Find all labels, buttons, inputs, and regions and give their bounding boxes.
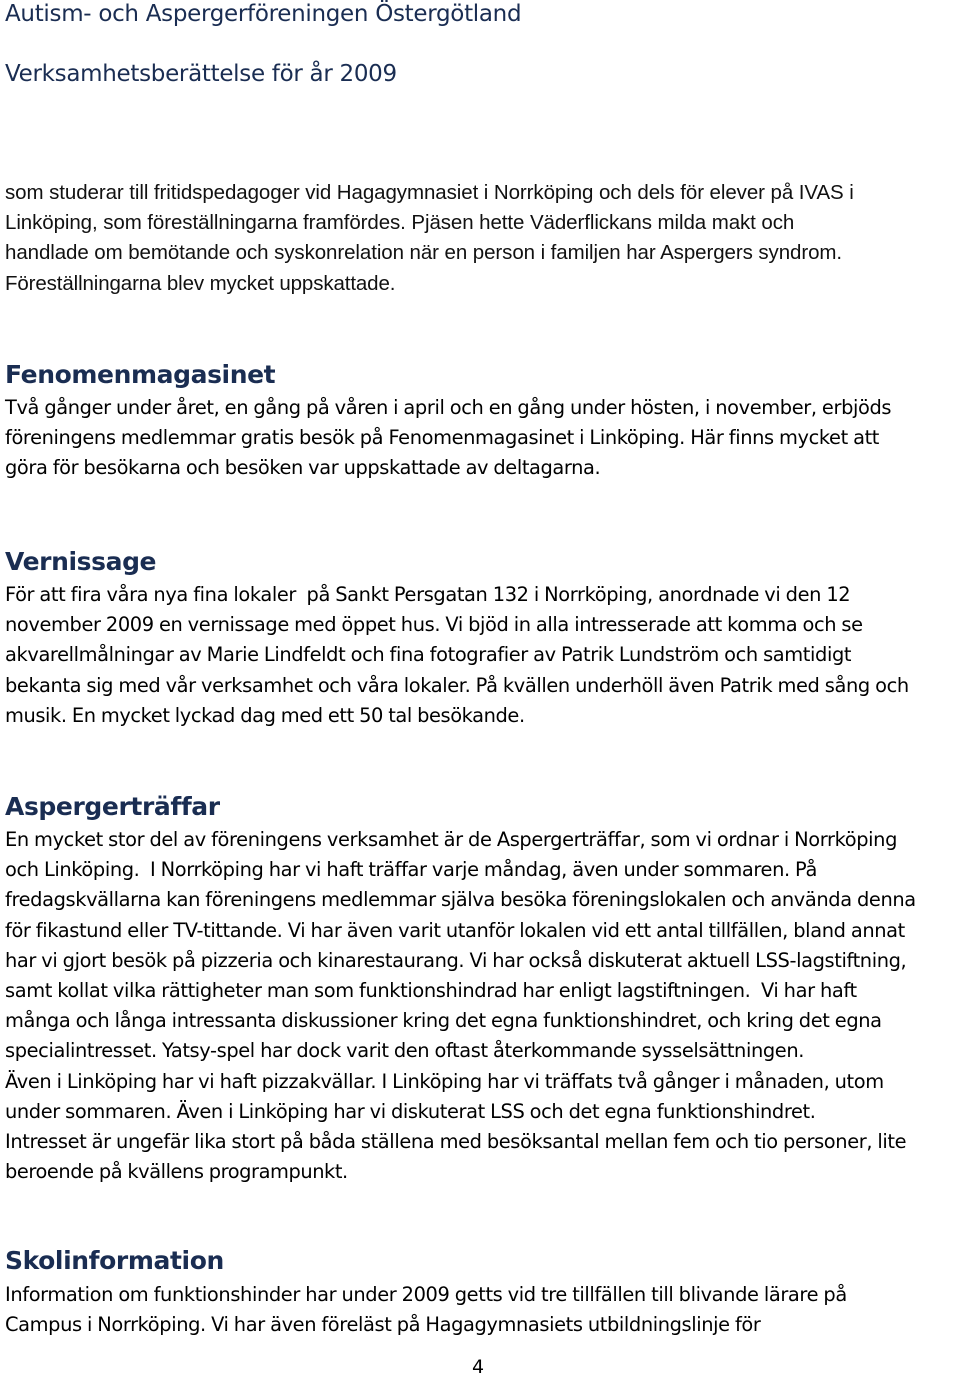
text-line: specialintresset. Yatsy-spel har dock varit den oftast återkommande sysselsättningen. xyxy=(5,1039,805,1063)
text-line: under sommaren. Även i Linköping har vi diskuterat LSS och det egna funktionshindret. xyxy=(5,1099,816,1123)
text-line: handlade om bemötande och syskonrelation när en person i familjen har Aspergers syndrom. xyxy=(5,241,842,265)
text-line: För att fira våra nya fina lokaler på Sankt Persgatan 132 i Norrköping, anordnade vi den 12 xyxy=(5,583,851,606)
section-heading-fenomenmagasinet: Fenomenmagasinet xyxy=(5,360,276,389)
section-paragraph-fenomenmagasinet xyxy=(5,393,960,484)
page-number: 4 xyxy=(472,1356,485,1378)
organization-name: Autism- och Aspergerföreningen Östergötland xyxy=(5,1,522,27)
text-line: föreningens medlemmar gratis besök på Fenomenmagasinet i Linköping. Här finns mycket att xyxy=(5,426,880,450)
text-line: bekanta sig med vår verksamhet och våra lokaler. På kvällen underhöll även Patrik med sång och xyxy=(5,673,909,697)
text-line: Information om funktionshinder har under 2009 getts vid tre tillfällen till blivande lärare på xyxy=(5,1283,847,1306)
section-paragraph-vernissage xyxy=(5,580,960,731)
section-heading-aspergertraffar: Aspergerträffar xyxy=(5,792,220,821)
section-paragraph-aspergertraffar xyxy=(5,825,960,1187)
text-line: göra för besökarna och besöken var uppskattade av deltagarna. xyxy=(5,456,601,480)
intro-paragraph xyxy=(5,178,960,299)
text-line: och Linköping. I Norrköping har vi haft träffar varje måndag, även under sommaren. På xyxy=(5,858,817,882)
text-line: för fikastund eller TV-tittande. Vi har även varit utanför lokalen vid ett antal tillfällen, bland annat xyxy=(5,918,905,942)
section-heading-skolinformation: Skolinformation xyxy=(5,1246,224,1275)
text-line: Campus i Norrköping. Vi har även föreläst på Hagagymnasiets utbildningslinje för xyxy=(5,1313,761,1337)
report-title: Verksamhetsberättelse för år 2009 xyxy=(5,61,397,87)
text-line: akvarellmålningar av Marie Lindfeldt och fina fotografier av Patrik Lundström och samtidigt xyxy=(5,643,852,667)
text-line: många och långa intressanta diskussioner kring det egna funktionshindret, och kring det egna xyxy=(5,1009,882,1033)
text-line: beroende på kvällens programpunkt. xyxy=(5,1160,348,1184)
text-line: har vi gjort besök på pizzeria och kinarestaurang. Vi har också diskuterat aktuell LSS-lagstiftning, xyxy=(5,948,907,972)
text-line: Två gånger under året, en gång på våren i april och en gång under hösten, i november, erbjöds xyxy=(5,396,892,419)
text-line: samt kollat vilka rättigheter man som funktionshindrad har enligt lagstiftningen. Vi har haft xyxy=(5,979,857,1003)
section-heading-vernissage: Vernissage xyxy=(5,547,157,576)
text-line: Intresset är ungefär lika stort på båda ställena med besöksantal mellan fem och tio personer, lite xyxy=(5,1130,907,1154)
section-paragraph-skolinformation xyxy=(5,1280,960,1340)
text-line: fredagskvällarna kan föreningens medlemmar själva besöka föreningslokalen och använda denna xyxy=(5,888,916,912)
text-line: som studerar till fritidspedagoger vid Hagagymnasiet i Norrköping och dels för elever på IVAS i xyxy=(5,181,854,204)
text-line: Föreställningarna blev mycket uppskattade. xyxy=(5,271,396,295)
text-line: musik. En mycket lyckad dag med ett 50 tal besökande. xyxy=(5,703,525,727)
text-line: Även i Linköping har vi haft pizzakvällar. I Linköping har vi träffats två gånger i månaden, utom xyxy=(5,1069,884,1093)
text-line: november 2009 en vernissage med öppet hus. Vi bjöd in alla intresserade att komma och se xyxy=(5,613,863,637)
text-line: Linköping, som föreställningarna framfördes. Pjäsen hette Väderflickans milda makt och xyxy=(5,211,795,235)
text-line: En mycket stor del av föreningens verksamhet är de Aspergerträffar, som vi ordnar i Norrköping xyxy=(5,828,898,851)
